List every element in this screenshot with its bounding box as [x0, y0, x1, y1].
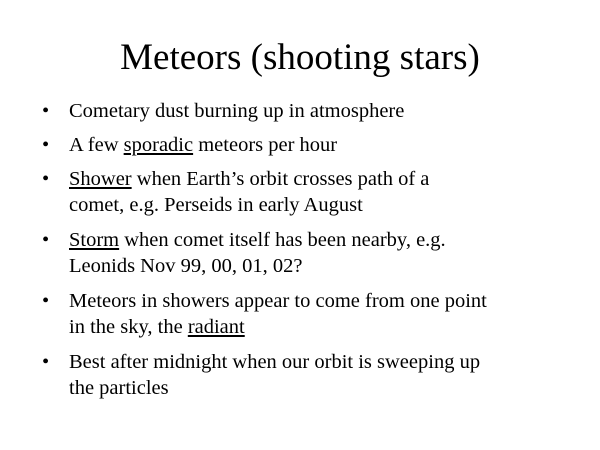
bullet-icon: •: [42, 100, 50, 122]
bullet-item-cometary-dust: [42, 98, 572, 124]
bullet-item-radiant: [42, 288, 572, 340]
bullet-icon: •: [42, 134, 50, 156]
bullet-text-after: when Earth’s orbit crosses path of a: [131, 168, 430, 190]
bullet-icon: •: [42, 351, 50, 373]
underlined-term-radiant: radiant: [187, 316, 245, 338]
bullet-icon: •: [42, 229, 50, 251]
bullet-text-before: in the sky, the: [69, 316, 188, 338]
bullet-line-2: [69, 314, 572, 340]
bullet-item-sporadic: [42, 132, 572, 158]
bullet-text-after: meteors per hour: [193, 134, 338, 156]
underlined-term-sporadic: sporadic: [123, 134, 194, 156]
bullet-item-storm: [42, 227, 572, 279]
bullet-line-2: comet, e.g. Perseids in early August: [69, 194, 363, 216]
underlined-term-shower: Shower: [69, 168, 132, 190]
bullet-item-shower: [42, 166, 572, 218]
bullet-line-2: Leonids Nov 99, 00, 01, 02?: [69, 255, 303, 277]
bullet-line-1: Meteors in showers appear to come from one point: [69, 290, 487, 312]
bullet-item-best-after-midnight: [42, 349, 572, 401]
bullet-line-1: [69, 166, 572, 192]
bullet-text: Cometary dust burning up in atmosphere: [69, 100, 405, 122]
bullet-line-1: Best after midnight when our orbit is sweeping up: [69, 351, 481, 373]
bullet-text-after: when comet itself has been nearby, e.g.: [119, 229, 446, 251]
bullet-line-1: [69, 227, 572, 253]
bullet-list: [42, 98, 572, 410]
slide-title: Meteors (shooting stars): [120, 37, 480, 78]
bullet-text-before: A few: [69, 134, 124, 156]
underlined-term-storm: Storm: [69, 229, 120, 251]
bullet-icon: •: [42, 290, 50, 312]
bullet-line-2: the particles: [69, 377, 169, 399]
bullet-icon: •: [42, 168, 50, 190]
